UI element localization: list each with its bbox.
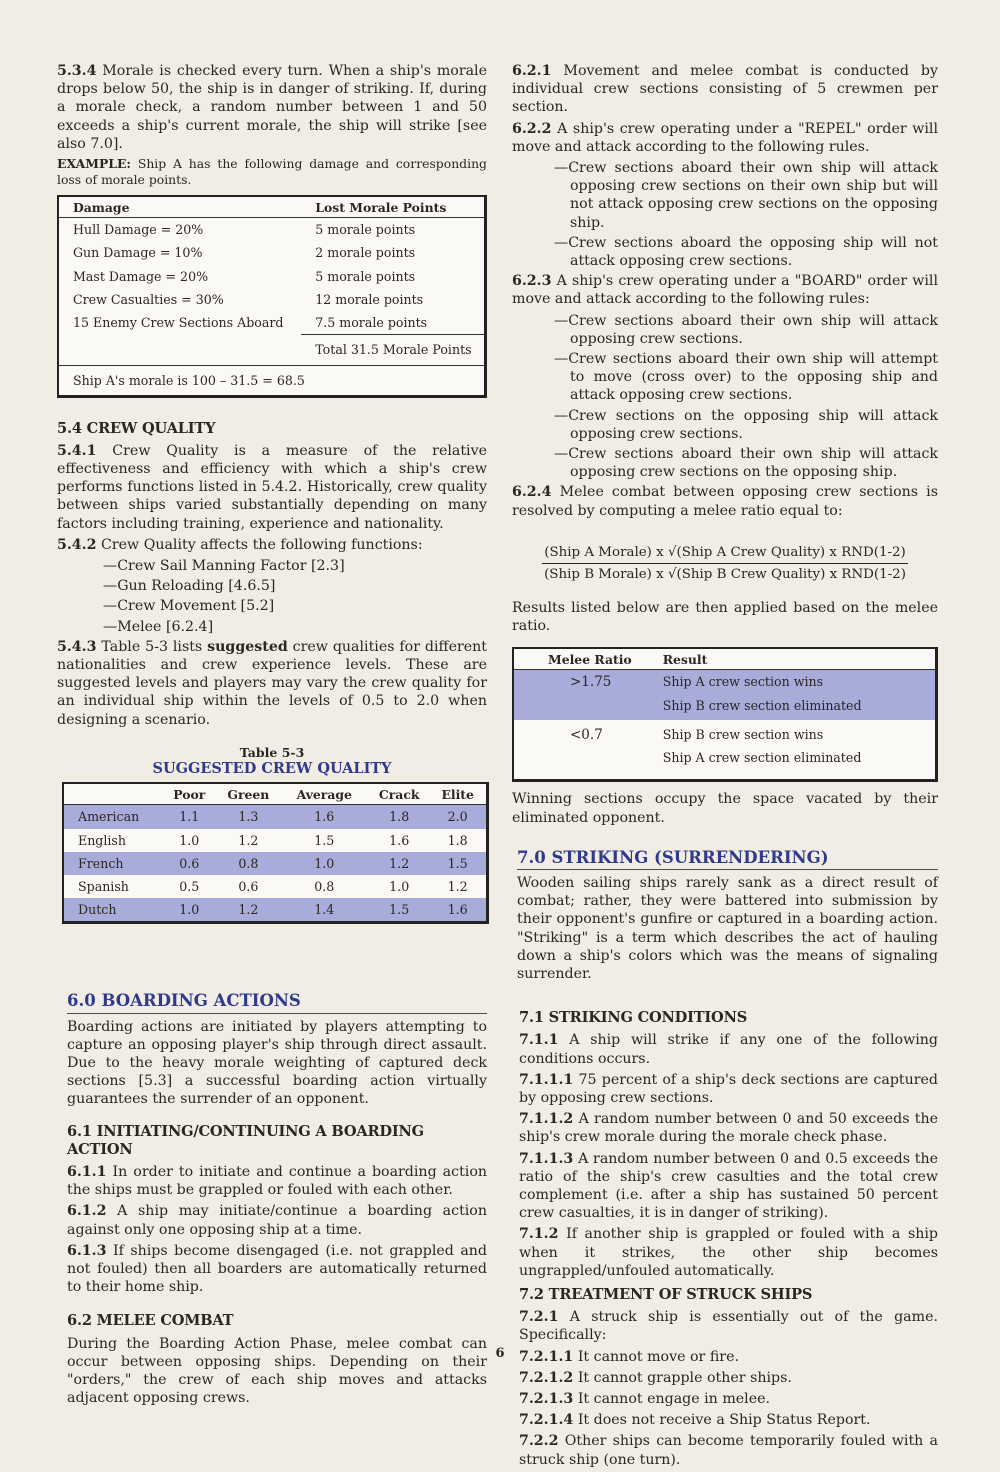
example-para: EXAMPLE: Ship A has the following damage and corresponding loss of morale points. bbox=[57, 156, 487, 187]
list-item: —Crew sections aboard their own ship will attack opposing crew sections on the opposing ship. bbox=[554, 446, 938, 481]
melee-ratio-formula bbox=[512, 542, 938, 585]
heading-7-0: 7.0 STRIKING (SURRENDERING) bbox=[517, 849, 938, 870]
melee-table: Melee Ratio Result >1.75 Ship A crew section wins Ship B crew section eliminated <0.7 Ship B crew section wins Ship A crew section eliminated bbox=[514, 649, 935, 779]
quality-table-box bbox=[62, 782, 489, 924]
table-row: 15 Enemy Crew Sections Aboard 7.5 morale points bbox=[59, 311, 484, 335]
list-item: —Crew sections on the opposing ship will attack opposing crew sections. bbox=[554, 407, 938, 442]
heading-7-1: 7.1 STRIKING CONDITIONS bbox=[519, 1009, 748, 1027]
para-7-2-1-2: 7.2.1.2 It cannot grapple other ships. bbox=[519, 1369, 792, 1386]
table-row: >1.75 Ship A crew section wins bbox=[514, 670, 935, 694]
table-row: Ship B crew section eliminated bbox=[514, 694, 935, 720]
table-row: Mast Damage = 20% 5 morale points bbox=[73, 268, 416, 284]
para-7-2-2: 7.2.2 Other ships can become temporarily fouled with a struck ship (one turn). bbox=[519, 1433, 938, 1468]
heading-6-0: 6.0 BOARDING ACTIONS bbox=[67, 992, 487, 1013]
table-row: Spanish 0.5 0.6 0.8 1.0 1.2 bbox=[78, 878, 468, 894]
list-item: —Crew sections aboard their own ship will attack opposing crew sections. bbox=[554, 312, 938, 347]
heading-5-4: 5.4 CREW QUALITY bbox=[57, 419, 216, 437]
left-column bbox=[57, 62, 487, 1410]
para-7-1-1-1: 7.1.1.1 75 percent of a ship's deck sections are captured by opposing crew sections. bbox=[519, 1071, 938, 1106]
para-7-0: Wooden sailing ships rarely sank as a direct result of combat; rather, they were battered into submission by their opponent's gunfire or captured in a boarding action. "Striking" is a term which describes the act of hauling down a ship's colors which was the means of signaling surrender. bbox=[517, 874, 938, 982]
para-7-2-1-1: 7.2.1.1 It cannot move or fire. bbox=[519, 1348, 739, 1365]
para-7-1-2: 7.1.2 If another ship is grappled or fouled with a ship when it strikes, the other ship becomes ungrappled/unfouled automatically. bbox=[519, 1226, 938, 1279]
para-5-4-1: 5.4.1 Crew Quality is a measure of the relative effectiveness and efficiency with which a ship's crew performs functions listed in 5.4.2. Historically, crew quality between ships varied substantially depending on many factors including training, experience and nationality. bbox=[57, 442, 487, 532]
right-column bbox=[512, 62, 938, 1472]
page-number: 6 bbox=[495, 1346, 505, 1361]
morale-header-damage: Damage bbox=[59, 197, 301, 218]
table-row: Hull Damage = 20% 5 morale points bbox=[73, 222, 416, 238]
para-results: Results listed below are then applied based on the melee ratio. bbox=[512, 599, 938, 635]
melee-table-box bbox=[512, 647, 938, 782]
table-row: Ship A crew section eliminated bbox=[662, 750, 862, 766]
list-item: —Melee [6.2.4] bbox=[103, 618, 214, 635]
para-6-2-4: 6.2.4 Melee combat between opposing crew sections is resolved by computing a melee ratio equal to: bbox=[512, 484, 938, 519]
table-row: American 1.1 1.3 1.6 1.8 2.0 bbox=[64, 805, 486, 829]
morale-header-lost: Lost Morale Points bbox=[301, 197, 484, 218]
ratio-denominator: (Ship B Morale) x √(Ship B Crew Quality) x RND(1-2) bbox=[544, 566, 906, 582]
table-title: SUGGESTED CREW QUALITY bbox=[152, 759, 392, 777]
para-7-1-1: 7.1.1 A ship will strike if any one of the following conditions occurs. bbox=[519, 1032, 938, 1067]
para-7-2-1: 7.2.1 A struck ship is essentially out of the game. Specifically: bbox=[519, 1309, 938, 1344]
list-item: —Gun Reloading [4.6.5] bbox=[103, 578, 276, 595]
para-6-2: During the Boarding Action Phase, melee combat can occur between opposing ships. Depending on their "orders," the crew of each ship moves and attacks adjacent opposing crews. bbox=[67, 1335, 487, 1407]
table-row: French 0.6 0.8 1.0 1.2 1.5 bbox=[64, 852, 486, 875]
morale-table-box bbox=[57, 195, 487, 398]
heading-6-1: 6.1 INITIATING/CONTINUING A BOARDING ACTION bbox=[67, 1122, 424, 1158]
table-row: English 1.0 1.2 1.5 1.6 1.8 bbox=[78, 832, 468, 848]
table-row: Dutch 1.0 1.2 1.4 1.5 1.6 bbox=[64, 898, 486, 921]
para-6-2-3: 6.2.3 A ship's crew operating under a "BOARD" order will move and attack according to the following rules: bbox=[512, 273, 938, 308]
para-7-2-1-3: 7.2.1.3 It cannot engage in melee. bbox=[519, 1390, 771, 1407]
list-item: —Crew sections aboard their own ship will attempt to move (cross over) to the opposing ship and attack opposing crew sections. bbox=[554, 351, 938, 404]
list-item: —Crew Movement [5.2] bbox=[103, 598, 275, 615]
heading-6-2: 6.2 MELEE COMBAT bbox=[67, 1312, 234, 1330]
para-5-4-2: 5.4.2 Crew Quality affects the following functions: bbox=[57, 536, 423, 553]
ratio-numerator: (Ship A Morale) x √(Ship A Crew Quality) x RND(1-2) bbox=[542, 542, 908, 564]
para-6-0: Boarding actions are initiated by players attempting to capture an opposing player's ship through direct assault. Due to the heavy morale weighting of captured deck sections [5.3] a successful boarding action virtually guarantees the surrender of an opponent. bbox=[67, 1018, 487, 1108]
table-row: Crew Casualties = 30% 12 morale points bbox=[73, 291, 424, 307]
list-item: —Crew sections aboard their own ship will attack opposing crew sections on their own ship but will not attack opposing crew sections on the opposing ship. bbox=[554, 160, 938, 231]
heading-7-2: 7.2 TREATMENT OF STRUCK SHIPS bbox=[519, 1285, 813, 1303]
para-5-3-4: 5.3.4 Morale is checked every turn. When a ship's morale drops below 50, the ship is in danger of striking. If, during a morale check, a random number between 1 and 50 exceeds a ship's current morale, the ship will strike [see also 7.0]. bbox=[57, 63, 487, 152]
para-6-2-1: 6.2.1 Movement and melee combat is conducted by individual crew sections consisting of 5 crewmen per section. bbox=[512, 63, 938, 116]
table-row: <0.7 Ship B crew section wins bbox=[570, 726, 824, 743]
quality-table: Poor Green Average Crack Elite American 1.1 1.3 1.6 1.8 2.0 English 1.0 1.2 1.5 1.6 1.8 French 0.6 0.8 1.0 1.2 1.5 Spanish 0.5 0.6 0.8 1.0 1.2 Dutch 1.0 1.2 1.4 1.5 1.6 bbox=[64, 784, 486, 921]
morale-total: Total 31.5 Morale Points bbox=[315, 342, 472, 358]
para-6-1-3: 6.1.3 If ships become disengaged (i.e. not grappled and not fouled) then all boarders are automatically returned to their home ship. bbox=[67, 1242, 488, 1296]
para-6-1-1: 6.1.1 In order to initiate and continue a boarding action the ships must be grappled or fouled with each other. bbox=[67, 1163, 487, 1199]
para-6-1-2: 6.1.2 A ship may initiate/continue a boarding action against only one opposing ship at a time. bbox=[67, 1203, 487, 1238]
list-item: —Crew sections aboard the opposing ship will not attack opposing crew sections. bbox=[554, 234, 938, 270]
para-7-2-1-4: 7.2.1.4 It does not receive a Ship Status Report. bbox=[519, 1412, 871, 1429]
para-6-2-2: 6.2.2 A ship's crew operating under a "REPEL" order will move and attack according to the following rules. bbox=[512, 120, 938, 155]
morale-footer: Ship A's morale is 100 – 31.5 = 68.5 bbox=[59, 366, 484, 395]
list-item: —Crew Sail Manning Factor [2.3] bbox=[103, 558, 345, 575]
para-7-1-1-3: 7.1.1.3 A random number between 0 and 0.5 exceeds the ratio of the ship's crew casulties and the total crew complement (i.e. after a ship has sustained 50 percent crew casualties, it is in danger of striking). bbox=[519, 1150, 938, 1222]
morale-footer-row bbox=[59, 366, 484, 395]
para-5-4-3: 5.4.3 Table 5-3 lists suggested crew qualities for different nationalities and crew experience levels. These are suggested levels and players may vary the crew quality for an individual ship within the levels of 0.5 to 2.0 when designing a scenario. bbox=[57, 638, 487, 728]
morale-total-row bbox=[59, 335, 484, 366]
table-label: Table 5-3 bbox=[239, 744, 305, 760]
para-7-1-1-2: 7.1.1.2 A random number between 0 and 50 exceeds the ship's crew morale during the morale check phase. bbox=[519, 1111, 938, 1146]
morale-table bbox=[59, 197, 484, 395]
para-winning: Winning sections occupy the space vacated by their eliminated opponent. bbox=[512, 791, 938, 826]
table-row: Gun Damage = 10% 2 morale points bbox=[73, 245, 416, 261]
